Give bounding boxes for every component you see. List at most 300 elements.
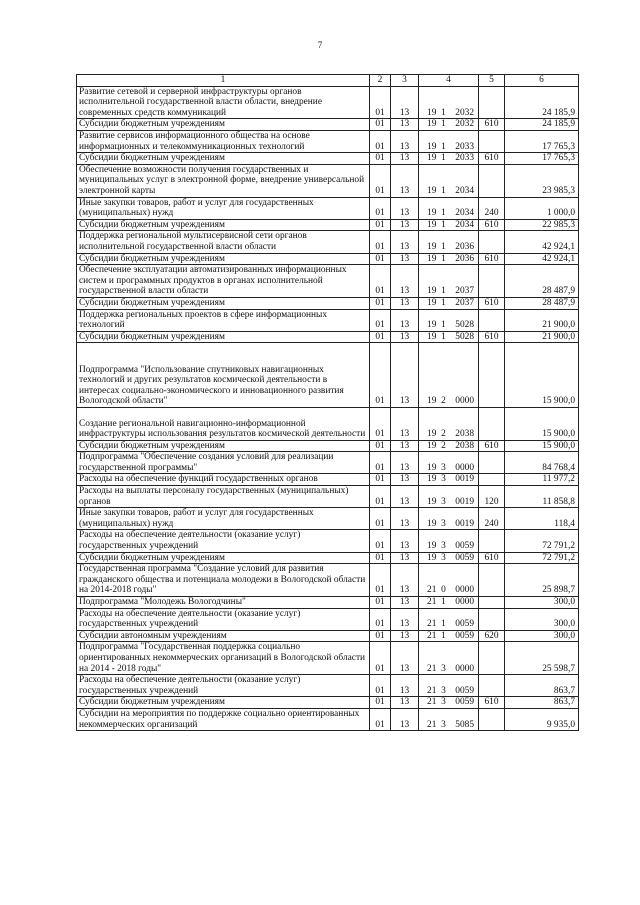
target-subprogram: 2 (441, 429, 446, 440)
table-row (77, 119, 579, 131)
row-name: Расходы на обеспечение деятельности (оказание услуг) государственных учреждений (77, 608, 370, 630)
row-name: Поддержка региональной мультисервисной сети органов исполнительной государственной власти области (77, 231, 370, 253)
table-row (77, 474, 579, 486)
row-expense-type (479, 675, 505, 697)
target-program: 21 (427, 585, 437, 596)
target-direction: 0000 (455, 597, 474, 608)
row-sum: 72 791,2 (505, 552, 579, 564)
target-program: 21 (427, 630, 437, 641)
row-subsection: 13 (391, 474, 419, 486)
row-section: 01 (370, 86, 391, 119)
table-row (77, 597, 579, 609)
row-expense-type (479, 265, 505, 298)
row-subsection: 13 (391, 309, 419, 331)
target-program: 19 (427, 429, 437, 440)
target-direction: 0059 (455, 697, 474, 708)
row-sum: 17 765,3 (505, 130, 579, 152)
row-expense-type (479, 474, 505, 486)
row-section: 01 (370, 219, 391, 231)
row-target-code (419, 697, 479, 709)
row-name: Подпрограмма "Обеспечение создания условий для реализации государственной программы" (77, 452, 370, 474)
table-row (77, 642, 579, 675)
target-program: 21 (427, 697, 437, 708)
row-expense-type (479, 452, 505, 474)
row-sum: 1 000,0 (505, 197, 579, 219)
target-subprogram: 0 (441, 585, 446, 596)
row-target-code (419, 331, 479, 343)
row-expense-type: 240 (479, 508, 505, 530)
table-row (77, 309, 579, 331)
row-sum: 21 900,0 (505, 331, 579, 343)
target-direction: 0019 (455, 474, 474, 485)
row-name: Расходы на обеспечение функций государственных органов (77, 474, 370, 486)
row-expense-type: 610 (479, 552, 505, 564)
row-sum: 28 487,9 (505, 265, 579, 298)
row-name: Субсидии бюджетным учреждениям (77, 119, 370, 131)
target-program: 19 (427, 286, 437, 297)
row-target-code (419, 343, 479, 408)
table-row (77, 343, 579, 408)
table-row (77, 265, 579, 298)
row-name: Иные закупки товаров, работ и услуг для государственных (муниципальных) нужд (77, 508, 370, 530)
row-name: Подпрограмма "Молодежь Вологодчины" (77, 597, 370, 609)
table-header-row (77, 75, 579, 87)
row-sum: 9 935,0 (505, 708, 579, 730)
row-expense-type: 610 (479, 219, 505, 231)
target-direction: 0000 (455, 585, 474, 596)
header-col-name: 1 (77, 75, 370, 87)
row-section: 01 (370, 343, 391, 408)
row-section: 01 (370, 697, 391, 709)
row-name: Расходы на обеспечение деятельности (оказание услуг) государственных учреждений (77, 530, 370, 552)
target-program: 19 (427, 208, 437, 219)
row-target-code (419, 474, 479, 486)
target-direction: 2034 (455, 219, 474, 230)
target-program: 19 (427, 241, 437, 252)
target-direction: 0019 (455, 496, 474, 507)
target-subprogram: 1 (441, 119, 446, 130)
target-program: 19 (427, 440, 437, 451)
row-subsection: 13 (391, 164, 419, 197)
header-col-target: 4 (419, 75, 479, 87)
row-name: Субсидии бюджетным учреждениям (77, 697, 370, 709)
row-subsection: 13 (391, 130, 419, 152)
row-target-code (419, 630, 479, 642)
target-subprogram: 1 (441, 219, 446, 230)
row-sum: 863,7 (505, 697, 579, 709)
target-subprogram: 1 (441, 320, 446, 331)
target-direction: 2032 (455, 119, 474, 130)
row-subsection: 13 (391, 630, 419, 642)
target-program: 19 (427, 141, 437, 152)
target-program: 19 (427, 462, 437, 473)
row-subsection: 13 (391, 343, 419, 408)
row-sum: 24 185,9 (505, 119, 579, 131)
row-section: 01 (370, 119, 391, 131)
row-target-code (419, 642, 479, 675)
target-subprogram: 3 (441, 719, 446, 730)
row-subsection: 13 (391, 86, 419, 119)
row-subsection: 13 (391, 219, 419, 231)
target-subprogram: 1 (441, 208, 446, 219)
budget-table (76, 74, 579, 731)
row-expense-type (479, 343, 505, 408)
row-target-code (419, 407, 479, 440)
row-subsection: 13 (391, 265, 419, 298)
table-row (77, 297, 579, 309)
row-subsection: 13 (391, 452, 419, 474)
table-row (77, 231, 579, 253)
row-expense-type (479, 407, 505, 440)
table-row (77, 219, 579, 231)
table-row (77, 197, 579, 219)
target-subprogram: 1 (441, 286, 446, 297)
row-name: Расходы на выплаты персоналу государственных (муниципальных) органов (77, 486, 370, 508)
target-program: 19 (427, 331, 437, 342)
row-subsection: 13 (391, 552, 419, 564)
header-col-sum: 6 (505, 75, 579, 87)
target-program: 21 (427, 685, 437, 696)
target-program: 21 (427, 719, 437, 730)
table-row (77, 153, 579, 165)
target-direction: 0059 (455, 619, 474, 630)
row-section: 01 (370, 265, 391, 298)
row-section: 01 (370, 164, 391, 197)
row-sum: 11 858,8 (505, 486, 579, 508)
target-subprogram: 3 (441, 685, 446, 696)
target-direction: 0000 (455, 396, 474, 407)
table-row (77, 331, 579, 343)
target-subprogram: 1 (441, 297, 446, 308)
table-row (77, 130, 579, 152)
target-program: 19 (427, 219, 437, 230)
row-sum: 42 924,1 (505, 231, 579, 253)
row-expense-type (479, 642, 505, 675)
row-name: Субсидии бюджетным учреждениям (77, 440, 370, 452)
target-program: 19 (427, 185, 437, 196)
target-direction: 5028 (455, 320, 474, 331)
target-subprogram: 1 (441, 107, 446, 118)
row-name: Развитие сетевой и серверной инфраструктуры органов исполнительной государственной власти области, внедрение современных средств коммуникаций (77, 86, 370, 119)
row-name: Обеспечение возможности получения государственных и муниципальных услуг в электронной форме, внедрение универсальной электронной карты (77, 164, 370, 197)
row-name: Иные закупки товаров, работ и услуг для государственных (муниципальных) нужд (77, 197, 370, 219)
target-program: 19 (427, 107, 437, 118)
row-section: 01 (370, 486, 391, 508)
row-target-code (419, 253, 479, 265)
table-row (77, 407, 579, 440)
header-col-expense-type: 5 (479, 75, 505, 87)
row-section: 01 (370, 197, 391, 219)
row-expense-type: 120 (479, 486, 505, 508)
target-subprogram: 3 (441, 518, 446, 529)
table-row (77, 253, 579, 265)
target-subprogram: 1 (441, 185, 446, 196)
target-direction: 0059 (455, 685, 474, 696)
target-subprogram: 1 (441, 597, 446, 608)
row-sum: 300,0 (505, 608, 579, 630)
row-target-code (419, 265, 479, 298)
row-section: 01 (370, 564, 391, 597)
row-sum: 15 900,0 (505, 343, 579, 408)
target-subprogram: 1 (441, 331, 446, 342)
page-number: 7 (317, 40, 323, 50)
row-subsection: 13 (391, 608, 419, 630)
row-target-code (419, 119, 479, 131)
row-subsection: 13 (391, 331, 419, 343)
row-section: 01 (370, 309, 391, 331)
row-target-code (419, 219, 479, 231)
header-col-subsection: 3 (391, 75, 419, 87)
row-target-code (419, 452, 479, 474)
row-sum: 72 791,2 (505, 530, 579, 552)
target-direction: 2037 (455, 297, 474, 308)
row-sum: 300,0 (505, 630, 579, 642)
row-section: 01 (370, 597, 391, 609)
row-target-code (419, 564, 479, 597)
table-row (77, 675, 579, 697)
row-sum: 17 765,3 (505, 153, 579, 165)
target-direction: 2038 (455, 440, 474, 451)
row-expense-type (479, 597, 505, 609)
row-subsection: 13 (391, 597, 419, 609)
target-direction: 0059 (455, 541, 474, 552)
row-target-code (419, 440, 479, 452)
row-expense-type: 240 (479, 197, 505, 219)
row-subsection: 13 (391, 119, 419, 131)
row-subsection: 13 (391, 697, 419, 709)
table-row (77, 452, 579, 474)
target-subprogram: 2 (441, 440, 446, 451)
table-row (77, 564, 579, 597)
target-subprogram: 3 (441, 474, 446, 485)
budget-table-body (77, 75, 579, 731)
target-program: 19 (427, 119, 437, 130)
target-program: 19 (427, 518, 437, 529)
row-target-code (419, 675, 479, 697)
row-section: 01 (370, 708, 391, 730)
target-direction: 2038 (455, 429, 474, 440)
target-subprogram: 3 (441, 496, 446, 507)
row-expense-type (479, 564, 505, 597)
table-row (77, 708, 579, 730)
target-direction: 0019 (455, 518, 474, 529)
row-subsection: 13 (391, 253, 419, 265)
row-section: 01 (370, 153, 391, 165)
target-direction: 2032 (455, 107, 474, 118)
header-col-section: 2 (370, 75, 391, 87)
target-program: 19 (427, 153, 437, 164)
row-section: 01 (370, 530, 391, 552)
row-subsection: 13 (391, 508, 419, 530)
row-subsection: 13 (391, 440, 419, 452)
row-sum: 11 977,2 (505, 474, 579, 486)
row-section: 01 (370, 552, 391, 564)
row-section: 01 (370, 231, 391, 253)
row-sum: 84 768,4 (505, 452, 579, 474)
row-expense-type: 610 (479, 297, 505, 309)
target-direction: 2033 (455, 141, 474, 152)
target-direction: 2036 (455, 253, 474, 264)
row-name: Субсидии автономным учреждениям (77, 630, 370, 642)
row-expense-type (479, 130, 505, 152)
target-direction: 2036 (455, 241, 474, 252)
target-subprogram: 3 (441, 462, 446, 473)
target-direction: 2034 (455, 208, 474, 219)
row-target-code (419, 309, 479, 331)
row-section: 01 (370, 297, 391, 309)
row-name: Подпрограмма "Использование спутниковых навигационных технологий и других результатов космической деятельности в интересах социально-экономического и инновационного развития Вологодской области" (77, 343, 370, 408)
row-target-code (419, 486, 479, 508)
table-row (77, 86, 579, 119)
row-target-code (419, 508, 479, 530)
row-name: Субсидии бюджетным учреждениям (77, 153, 370, 165)
row-name: Подпрограмма "Государственная поддержка социально ориентированных некоммерческих организаций в Вологодской области на 2014 - 2018 годы" (77, 642, 370, 675)
target-program: 19 (427, 474, 437, 485)
row-name: Субсидии бюджетным учреждениям (77, 331, 370, 343)
row-section: 01 (370, 130, 391, 152)
table-row (77, 508, 579, 530)
target-direction: 5028 (455, 331, 474, 342)
row-expense-type: 610 (479, 697, 505, 709)
row-section: 01 (370, 630, 391, 642)
row-sum: 300,0 (505, 597, 579, 609)
target-direction: 0059 (455, 630, 474, 641)
row-target-code (419, 708, 479, 730)
row-target-code (419, 597, 479, 609)
row-name: Расходы на обеспечение деятельности (оказание услуг) государственных учреждений (77, 675, 370, 697)
row-expense-type: 610 (479, 153, 505, 165)
row-section: 01 (370, 675, 391, 697)
table-row (77, 630, 579, 642)
target-program: 19 (427, 496, 437, 507)
row-sum: 118,4 (505, 508, 579, 530)
target-subprogram: 1 (441, 153, 446, 164)
target-subprogram: 1 (441, 619, 446, 630)
row-section: 01 (370, 331, 391, 343)
row-subsection: 13 (391, 407, 419, 440)
row-section: 01 (370, 608, 391, 630)
row-section: 01 (370, 253, 391, 265)
row-name: Субсидии бюджетным учреждениям (77, 552, 370, 564)
row-sum: 25 598,7 (505, 642, 579, 675)
row-target-code (419, 297, 479, 309)
row-subsection: 13 (391, 675, 419, 697)
row-sum: 22 985,3 (505, 219, 579, 231)
target-program: 21 (427, 619, 437, 630)
target-program: 19 (427, 552, 437, 563)
row-sum: 863,7 (505, 675, 579, 697)
row-expense-type (479, 86, 505, 119)
target-program: 19 (427, 396, 437, 407)
row-subsection: 13 (391, 153, 419, 165)
row-target-code (419, 153, 479, 165)
row-name: Обеспечение эксплуатации автоматизированных информационных систем и программных продуктов в органах исполнительной государственной власти области (77, 265, 370, 298)
row-subsection: 13 (391, 564, 419, 597)
target-program: 19 (427, 320, 437, 331)
target-direction: 0000 (455, 462, 474, 473)
row-name: Субсидии бюджетным учреждениям (77, 297, 370, 309)
row-expense-type (479, 530, 505, 552)
target-program: 19 (427, 253, 437, 264)
row-sum: 15 900,0 (505, 407, 579, 440)
target-subprogram: 1 (441, 630, 446, 641)
row-target-code (419, 197, 479, 219)
row-subsection: 13 (391, 231, 419, 253)
row-expense-type: 610 (479, 331, 505, 343)
target-direction: 2034 (455, 185, 474, 196)
target-direction: 2033 (455, 153, 474, 164)
row-target-code (419, 164, 479, 197)
row-subsection: 13 (391, 530, 419, 552)
row-name: Поддержка региональных проектов в сфере информационных технологий (77, 309, 370, 331)
row-section: 01 (370, 440, 391, 452)
row-expense-type (479, 164, 505, 197)
target-program: 21 (427, 597, 437, 608)
row-sum: 42 924,1 (505, 253, 579, 265)
row-name: Субсидии бюджетным учреждениям (77, 219, 370, 231)
row-expense-type: 610 (479, 119, 505, 131)
row-section: 01 (370, 452, 391, 474)
target-subprogram: 2 (441, 396, 446, 407)
row-sum: 23 985,3 (505, 164, 579, 197)
table-row (77, 552, 579, 564)
target-direction: 0059 (455, 552, 474, 563)
row-expense-type: 620 (479, 630, 505, 642)
row-expense-type (479, 309, 505, 331)
row-sum: 15 900,0 (505, 440, 579, 452)
target-subprogram: 3 (441, 552, 446, 563)
target-subprogram: 1 (441, 253, 446, 264)
row-section: 01 (370, 407, 391, 440)
row-target-code (419, 231, 479, 253)
target-direction: 0000 (455, 663, 474, 674)
row-sum: 21 900,0 (505, 309, 579, 331)
target-program: 19 (427, 297, 437, 308)
row-sum: 24 185,9 (505, 86, 579, 119)
row-target-code (419, 608, 479, 630)
row-section: 01 (370, 508, 391, 530)
row-subsection: 13 (391, 297, 419, 309)
row-target-code (419, 130, 479, 152)
target-subprogram: 3 (441, 663, 446, 674)
row-section: 01 (370, 474, 391, 486)
target-program: 19 (427, 541, 437, 552)
row-expense-type (479, 231, 505, 253)
row-expense-type (479, 708, 505, 730)
row-target-code (419, 86, 479, 119)
table-row (77, 608, 579, 630)
target-direction: 5085 (455, 719, 474, 730)
row-sum: 28 487,9 (505, 297, 579, 309)
row-subsection: 13 (391, 708, 419, 730)
row-target-code (419, 530, 479, 552)
target-program: 21 (427, 663, 437, 674)
row-subsection: 13 (391, 642, 419, 675)
row-name: Создание региональной навигационно-информационной инфраструктуры использования результатов космической деятельности (77, 407, 370, 440)
target-subprogram: 3 (441, 697, 446, 708)
table-row (77, 486, 579, 508)
row-expense-type: 610 (479, 253, 505, 265)
row-subsection: 13 (391, 486, 419, 508)
table-row (77, 697, 579, 709)
table-row (77, 440, 579, 452)
table-row (77, 530, 579, 552)
table-row (77, 164, 579, 197)
row-name: Субсидии на мероприятия по поддержке социально ориентированных некоммерческих организаций (77, 708, 370, 730)
row-target-code (419, 552, 479, 564)
row-name: Развитие сервисов информационного общества на основе информационных и телекоммуникационных технологий (77, 130, 370, 152)
target-subprogram: 3 (441, 541, 446, 552)
